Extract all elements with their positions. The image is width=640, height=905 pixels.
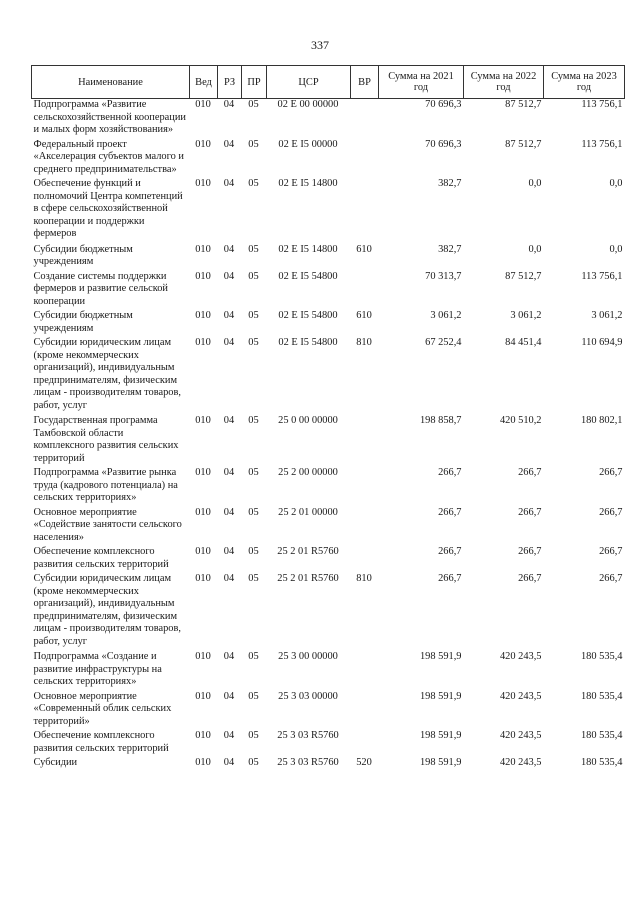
- row-vr: [351, 99, 379, 139]
- row-name: Субсидии юридическим лицам (кроме некоммерческих организаций), индивидуальным предпринимателям, физическим лицам - производителям товаров, работ, услуг: [33, 337, 182, 411]
- row-csr: 25 2 01 R5760: [277, 546, 339, 557]
- row-ved: 010: [195, 415, 211, 426]
- row-sum-2023: 113 756,1: [581, 270, 623, 282]
- header-rz: РЗ: [218, 66, 242, 99]
- row-sum-2021: 382,7: [438, 243, 462, 255]
- row-pr: 05: [248, 651, 259, 662]
- row-csr: 02 Е I5 00000: [278, 138, 338, 150]
- row-pr: 05: [248, 730, 259, 741]
- row-sum-2021: 198 858,7: [419, 415, 462, 426]
- row-vr: [351, 546, 379, 573]
- row-sum-2023: 113 756,1: [581, 138, 623, 150]
- row-ved: 010: [195, 467, 211, 478]
- row-vr: [351, 507, 379, 547]
- row-sum-2022: 3 061,2: [510, 310, 542, 321]
- row-sum-2022: 266,7: [518, 573, 542, 584]
- table-row: [32, 691, 625, 731]
- table-row: [32, 507, 625, 547]
- row-sum-2023: 180 535,4: [580, 651, 623, 662]
- row-name: Обеспечение функций и полномочий Центра компетенций в сфере сельскохозяйственной кооперации и поддержки фермеров: [33, 178, 183, 239]
- row-sum-2021: 3 061,2: [430, 310, 462, 321]
- row-rz: 04: [223, 270, 235, 282]
- row-csr: 02 Е I5 54800: [278, 310, 338, 321]
- row-name: Субсидии юридическим лицам (кроме некоммерческих организаций), индивидуальным предпринимателям, физическим лицам - производителям товаров, работ, услуг: [33, 573, 182, 647]
- table-row: [32, 337, 625, 415]
- row-name: Подпрограмма «Развитие сельскохозяйственной кооперации и малых форм хозяйствования»: [33, 99, 186, 135]
- row-csr: 25 3 03 R5760: [277, 730, 339, 741]
- table-row: [32, 573, 625, 651]
- row-name: Обеспечение комплексного развития сельских территорий: [33, 730, 169, 754]
- row-rz: 04: [223, 337, 235, 348]
- row-vr: [351, 415, 379, 467]
- row-sum-2023: 180 802,1: [580, 415, 623, 426]
- row-sum-2022: 87 512,7: [505, 138, 542, 150]
- row-sum-2022: 87 512,7: [505, 270, 542, 282]
- row-vr: [351, 139, 379, 179]
- row-sum-2022: 84 451,4: [505, 337, 542, 348]
- row-sum-2021: 382,7: [438, 178, 462, 189]
- row-rz: 04: [223, 467, 235, 478]
- row-name: Подпрограмма «Развитие рынка труда (кадрового потенциала) на сельских территориях»: [33, 467, 178, 503]
- row-ved: 010: [195, 337, 211, 348]
- table-row: [32, 651, 625, 691]
- row-csr: 02 Е I5 14800: [278, 243, 338, 255]
- row-pr: 05: [248, 546, 259, 557]
- table-row: [32, 415, 625, 467]
- header-sum-2022: Сумма на 2022 год: [464, 66, 544, 99]
- row-sum-2022: 420 510,2: [499, 415, 542, 426]
- row-pr: 05: [248, 178, 259, 189]
- row-vr: [351, 730, 379, 757]
- row-name: Субсидии бюджетным учреждениям: [33, 310, 133, 334]
- row-vr: [351, 691, 379, 731]
- row-pr: 05: [248, 415, 259, 426]
- table-row: [32, 546, 625, 573]
- row-name: Основное мероприятие «Современный облик сельских территорий»: [33, 690, 172, 727]
- row-sum-2021: 70 696,3: [425, 138, 462, 150]
- row-sum-2022: 0,0: [528, 178, 542, 189]
- row-sum-2022: 266,7: [518, 467, 542, 478]
- row-rz: 04: [223, 243, 235, 255]
- row-rz: 04: [223, 690, 235, 702]
- table-row: [32, 99, 625, 139]
- row-rz: 04: [223, 546, 235, 557]
- row-rz: 04: [223, 178, 235, 189]
- row-sum-2023: 113 756,1: [581, 99, 623, 110]
- row-name: Основное мероприятие «Содействие занятости сельского населения»: [33, 506, 182, 543]
- row-name: Государственная программа Тамбовской области комплексного развития сельских территорий: [33, 415, 179, 464]
- header-csr: ЦСР: [267, 66, 351, 99]
- row-ved: 010: [195, 690, 211, 702]
- table-row: [32, 178, 625, 244]
- table-row: [32, 310, 625, 337]
- row-csr: 25 2 01 00000: [278, 506, 338, 518]
- row-name: Создание системы поддержки фермеров и развитие сельской кооперации: [33, 270, 168, 307]
- row-ved: 010: [195, 138, 211, 150]
- row-pr: 05: [248, 270, 259, 282]
- header-sum-2021: Сумма на 2021 год: [379, 66, 464, 99]
- table-body: [32, 99, 625, 772]
- row-ved: 010: [195, 310, 211, 321]
- row-sum-2021: 198 591,9: [419, 757, 462, 768]
- row-ved: 010: [195, 757, 211, 768]
- row-ved: 010: [195, 730, 211, 741]
- row-sum-2023: 266,7: [599, 546, 623, 557]
- row-sum-2022: 420 243,5: [499, 690, 542, 702]
- row-sum-2023: 266,7: [599, 573, 623, 584]
- row-name: Федеральный проект «Акселерация субъектов малого и среднего предпринимательства»: [33, 138, 184, 175]
- row-ved: 010: [195, 573, 211, 584]
- row-vr: [351, 178, 379, 244]
- row-ved: 010: [195, 270, 211, 282]
- header-name: Наименование: [32, 66, 190, 99]
- row-sum-2021: 266,7: [438, 546, 462, 557]
- table-row: [32, 139, 625, 179]
- row-pr: 05: [248, 690, 259, 702]
- row-sum-2021: 198 591,9: [419, 730, 462, 741]
- row-vr: [351, 651, 379, 691]
- row-rz: 04: [223, 506, 235, 518]
- row-pr: 05: [248, 757, 259, 768]
- row-sum-2023: 266,7: [599, 506, 623, 518]
- row-vr: 610: [356, 310, 372, 321]
- table-row: [32, 271, 625, 311]
- row-pr: 05: [248, 337, 259, 348]
- row-pr: 05: [248, 310, 259, 321]
- row-name: Подпрограмма «Создание и развитие инфраструктуры на сельских территориях»: [33, 651, 162, 687]
- row-rz: 04: [223, 415, 235, 426]
- row-vr: 810: [356, 573, 372, 584]
- row-sum-2023: 180 535,4: [580, 690, 623, 702]
- header-sum-2023: Сумма на 2023 год: [544, 66, 625, 99]
- row-sum-2023: 0,0: [609, 243, 623, 255]
- row-csr: 25 2 01 R5760: [277, 573, 339, 584]
- row-sum-2023: 0,0: [609, 178, 623, 189]
- row-ved: 010: [195, 243, 211, 255]
- row-vr: [351, 271, 379, 311]
- row-sum-2021: 198 591,9: [419, 690, 462, 702]
- row-vr: [351, 467, 379, 507]
- row-sum-2022: 420 243,5: [499, 651, 542, 662]
- row-sum-2023: 3 061,2: [591, 310, 623, 321]
- row-ved: 010: [195, 99, 211, 110]
- table-header-row: [32, 66, 625, 99]
- row-sum-2021: 266,7: [438, 467, 462, 478]
- row-ved: 010: [195, 651, 211, 662]
- row-sum-2023: 266,7: [599, 467, 623, 478]
- row-csr: 02 Е I5 54800: [278, 270, 338, 282]
- row-vr: 610: [356, 243, 372, 255]
- row-pr: 05: [248, 467, 259, 478]
- row-pr: 05: [248, 138, 259, 150]
- row-rz: 04: [223, 730, 235, 741]
- row-csr: 25 0 00 00000: [278, 415, 338, 426]
- row-csr: 25 3 03 R5760: [277, 757, 339, 768]
- row-sum-2022: 0,0: [528, 243, 542, 255]
- row-sum-2022: 266,7: [518, 546, 542, 557]
- row-vr: 520: [356, 757, 372, 768]
- row-sum-2022: 87 512,7: [505, 99, 542, 110]
- row-name: Обеспечение комплексного развития сельских территорий: [33, 546, 169, 570]
- row-csr: 25 3 00 00000: [278, 651, 338, 662]
- header-pr: ПР: [242, 66, 267, 99]
- row-csr: 02 Е 00 00000: [277, 99, 339, 110]
- row-rz: 04: [223, 99, 235, 110]
- row-rz: 04: [223, 573, 235, 584]
- page-number: 337: [311, 38, 329, 52]
- row-csr: 02 Е I5 54800: [278, 337, 338, 348]
- row-rz: 04: [223, 757, 235, 768]
- row-vr: 810: [356, 337, 372, 348]
- row-ved: 010: [195, 506, 211, 518]
- row-csr: 25 2 00 00000: [278, 467, 338, 478]
- row-name: Субсидии бюджетным учреждениям: [33, 243, 133, 267]
- row-name: Субсидии: [33, 757, 78, 768]
- row-pr: 05: [248, 573, 259, 584]
- row-pr: 05: [248, 99, 259, 110]
- header-vr: ВР: [351, 66, 379, 99]
- row-ved: 010: [195, 546, 211, 557]
- row-sum-2021: 67 252,4: [425, 337, 462, 348]
- table-row: [32, 757, 625, 772]
- table-row: [32, 467, 625, 507]
- row-pr: 05: [248, 243, 259, 255]
- row-sum-2022: 266,7: [518, 506, 542, 518]
- row-sum-2021: 198 591,9: [419, 651, 462, 662]
- row-rz: 04: [223, 651, 235, 662]
- table-row: [32, 244, 625, 271]
- row-rz: 04: [223, 138, 235, 150]
- row-sum-2021: 266,7: [438, 573, 462, 584]
- row-sum-2023: 110 694,9: [581, 337, 623, 348]
- row-csr: 02 Е I5 14800: [278, 178, 338, 189]
- row-sum-2022: 420 243,5: [499, 730, 542, 741]
- row-csr: 25 3 03 00000: [278, 690, 338, 702]
- row-rz: 04: [223, 310, 235, 321]
- row-sum-2021: 70 696,3: [425, 99, 462, 110]
- row-sum-2021: 266,7: [438, 506, 462, 518]
- row-sum-2023: 180 535,4: [580, 757, 623, 768]
- header-ved: Вед: [190, 66, 218, 99]
- budget-table: [31, 65, 625, 772]
- row-sum-2021: 70 313,7: [425, 270, 462, 282]
- row-pr: 05: [248, 506, 259, 518]
- row-ved: 010: [195, 178, 211, 189]
- row-sum-2022: 420 243,5: [499, 757, 542, 768]
- table-row: [32, 730, 625, 757]
- row-sum-2023: 180 535,4: [580, 730, 623, 741]
